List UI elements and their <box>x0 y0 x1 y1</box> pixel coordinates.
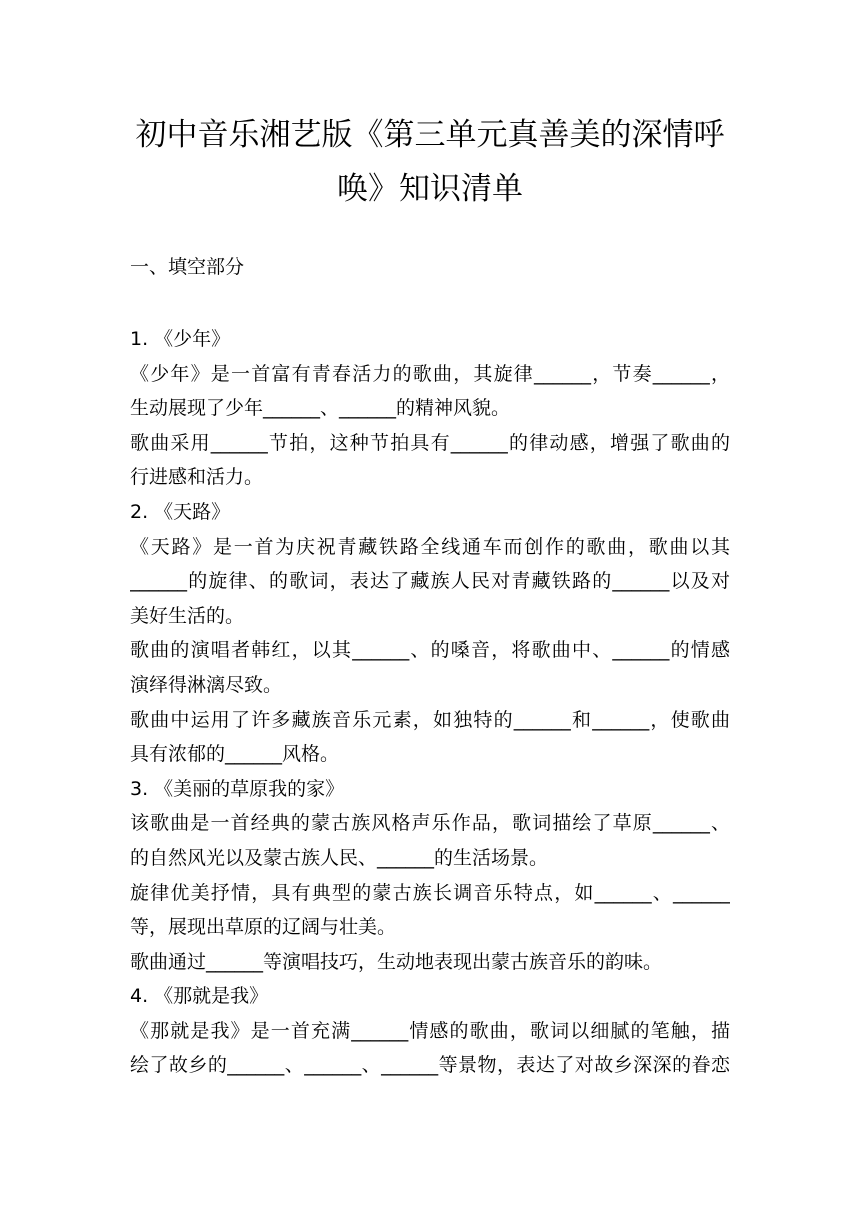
fill-in-list <box>130 322 730 1083</box>
text-line: 4. 《那就是我》 <box>130 985 269 1008</box>
document-title <box>110 108 750 216</box>
document-body <box>130 250 730 1083</box>
text-line: 行进感和活力。 <box>130 466 264 489</box>
text-line: 美好生活的。 <box>130 604 245 627</box>
text-line: 绘了故乡的______、______、______等景物，表达了对故乡深深的眷恋 <box>130 1054 730 1077</box>
text-line: 旋律优美抒情，具有典型的蒙古族长调音乐特点，如______、______ <box>130 881 730 904</box>
title-line-1: 初中音乐湘艺版《第三单元真善美的深情呼 <box>135 117 725 153</box>
text-line: 生动展现了少年______、______的精神风貌。 <box>130 397 511 420</box>
spacer <box>130 284 730 322</box>
text-line: 《天路》是一首为庆祝青藏铁路全线通车而创作的歌曲，歌曲以其 <box>130 535 730 558</box>
title-line-2: 唤》知识清单 <box>337 171 523 207</box>
text-line: 《那就是我》是一首充满______情感的歌曲，歌词以细腻的笔触，描 <box>130 1019 730 1042</box>
text-line: 演绎得淋漓尽致。 <box>130 673 283 696</box>
text-line: 该歌曲是一首经典的蒙古族风格声乐作品，歌词描绘了草原______、 <box>130 812 730 835</box>
text-line: 歌曲的演唱者韩红，以其______、的嗓音，将歌曲中、______的情感 <box>130 639 730 662</box>
text-line: 具有浓郁的______风格。 <box>130 743 340 766</box>
text-line: 《少年》是一首富有青春活力的歌曲，其旋律______，节奏______， <box>130 362 730 385</box>
text-line: 歌曲中运用了许多藏族音乐元素，如独特的______和______，使歌曲 <box>130 708 730 731</box>
text-line: 2. 《天路》 <box>130 500 231 523</box>
text-line: 歌曲采用______节拍，这种节拍具有______的律动感，增强了歌曲的 <box>130 431 730 454</box>
text-line: ______的旋律、的歌词，表达了藏族人民对青藏铁路的______以及对 <box>130 570 730 593</box>
text-line: 1. 《少年》 <box>130 328 231 350</box>
text-line: 等，展现出草原的辽阔与壮美。 <box>130 916 397 939</box>
section-heading: 一、填空部分 <box>130 256 245 278</box>
text-line: 的自然风光以及蒙古族人民、______的生活场景。 <box>130 846 549 869</box>
text-line: 歌曲通过______等演唱技巧，生动地表现出蒙古族音乐的韵味。 <box>130 950 663 973</box>
text-line: 3. 《美丽的草原我的家》 <box>130 777 345 800</box>
